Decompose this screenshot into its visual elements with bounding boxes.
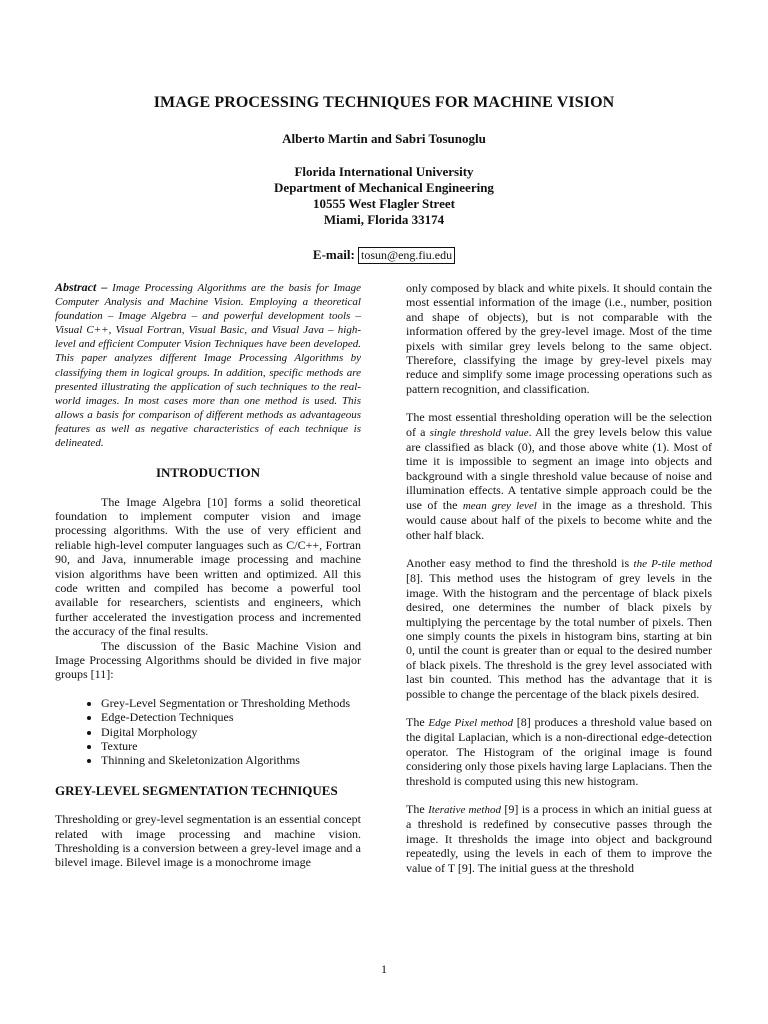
edge-pixel-paragraph — [406, 715, 712, 788]
affiliation-university: Florida International University — [294, 164, 474, 179]
abstract-text: Image Processing Algorithms are the basis for Image Computer Analysis and Machine Vision. Employing a theoretical foundation – Image Algebra – and powerful development tools – Visual C++, Visual Fortran, Visual Basic, and Visual Java – high-level and efficient Computer Vision Techniques have been developed. This paper analyzes different Image Processing Algorithms by classifying them in logical groups. In addition, specific methods are presented illustrating the application of such techniques to the real-world images. In most cases more than one method is used. This allows a basis for comparison of different methods as advantageous features as well as negative characteristics of each technique is delineated. — [55, 282, 362, 450]
grey-level-heading: GREY-LEVEL SEGMENTATION TECHNIQUES — [55, 782, 338, 798]
introduction-paragraph-1: The Image Algebra [10] forms a solid theoretical foundation to implement computer vision and image processing algorithms. With the use of very efficient and reliable high-level computer languages such as C/C++, Fortran 90, and Java, innumerable image processing and machine vision algorithms have been written and optimized. All this code written and compiled has become a powerful tool available for researchers, scientists and engineers, which further accelerated the investigation process and incremented the accuracy of the final results. — [55, 494, 361, 639]
bilevel-paragraph: only composed by black and white pixels. It should contain the most essential information of the image (i.e., number, position and shape of objects), but is not comparable with the information offered by the grey-level image. Most of the time pixels with similar grey levels belong to the same object. Therefore, classifying the image by grey-level pixels may reduce and simplify some image processing operations such as pattern recognition, and classification. — [406, 281, 712, 396]
text-run: Another easy method to find the threshold is — [406, 555, 634, 570]
affiliation-city: Miami, Florida 33174 — [323, 212, 445, 227]
grey-level-paragraph-1: Thresholding or grey-level segmentation is an essential concept related with image processing and machine vision. Thresholding is a conversion between a grey-level image and a bilevel image. Bilevel image is a monochrome image — [55, 812, 361, 870]
right-column — [406, 281, 712, 889]
introduction-paragraph-2: The discussion of the Basic Machine Vision and Image Processing Algorithms should be divided in five major groups [11]: — [55, 638, 361, 682]
list-item: • Texture — [101, 739, 361, 753]
text-run: [9] is a process in which an initial guess at a threshold is redefined by consecutive passes through the image. It thresholds the image into object and background repeatedly, using the levels in each of them to improve the value of T [9]. The initial guess at the threshold — [406, 802, 712, 875]
single-threshold-paragraph — [406, 410, 712, 542]
list-item: • Edge-Detection Techniques — [101, 710, 361, 724]
affiliation-department: Department of Mechanical Engineering — [274, 180, 494, 195]
email-link[interactable]: tosun@eng.fiu.edu — [358, 247, 455, 264]
affiliation-street: 10555 West Flagler Street — [313, 196, 455, 211]
emphasis-mean-grey-level: mean grey level — [462, 499, 537, 512]
emphasis-edge-pixel-method: Edge Pixel method — [428, 716, 514, 729]
list-item: • Grey-Level Segmentation or Thresholding Methods — [101, 696, 361, 710]
abstract — [55, 280, 361, 450]
text-run: The — [406, 714, 429, 729]
list-item: • Digital Morphology — [101, 725, 361, 739]
text-run: . All the grey levels below this value are classified as black (0), and those above white (1). Most of time it is impossible to segment an image into objects and background with a single threshold value because of noise and illumination effects. A tentative simple approach could be the use of the — [406, 424, 713, 512]
page-number: 1 — [381, 962, 387, 976]
abstract-lead: Abstract – — [55, 280, 108, 294]
affiliation-block — [0, 164, 768, 228]
p-tile-paragraph — [406, 556, 712, 701]
text-run: The most essential thresholding operation will be the selection of a — [406, 410, 712, 439]
text-run: in the image as a threshold. This would cause about half of the pixels to become white and the other half black. — [406, 497, 712, 542]
emphasis-iterative-method: Iterative method — [428, 804, 501, 816]
algorithm-groups-list — [55, 696, 361, 768]
email-line — [0, 247, 768, 264]
emphasis-single-threshold: single threshold value — [429, 426, 529, 439]
text-run: The — [406, 802, 429, 816]
text-run: [8]. This method uses the histogram of grey levels in the image. With the histogram and the percentage of black pixels desired, one determines the number of black pixels by multiplying the percentage by the total number of pixels. Then one simply counts the pixels in histogram bins, starting at bin 0, until the count is greater than or equal to the desired number of black pixels. The threshold is the grey level associated with last bin counted. This method has the advantage that it is possible to change the percentage of the black pixels desired. — [406, 571, 712, 701]
author-names: Alberto Martin and Sabri Tosunoglu — [282, 131, 486, 146]
text-run: [8] produces a threshold value based on the digital Laplacian, which is a non-directional edge-detection operator. The Histogram of the original image is found considering only those pixels having large Laplacians. Then the threshold is computed using this new histogram. — [406, 714, 712, 788]
emphasis-p-tile-method: the P-tile method — [633, 557, 712, 570]
email-label: E-mail: — [312, 247, 355, 262]
list-item: • Thinning and Skeletonization Algorithms — [101, 753, 361, 767]
introduction-heading: INTRODUCTION — [155, 465, 260, 481]
paper-title: IMAGE PROCESSING TECHNIQUES FOR MACHINE VISION — [153, 94, 615, 111]
iterative-paragraph — [406, 802, 712, 875]
left-column — [55, 280, 361, 884]
